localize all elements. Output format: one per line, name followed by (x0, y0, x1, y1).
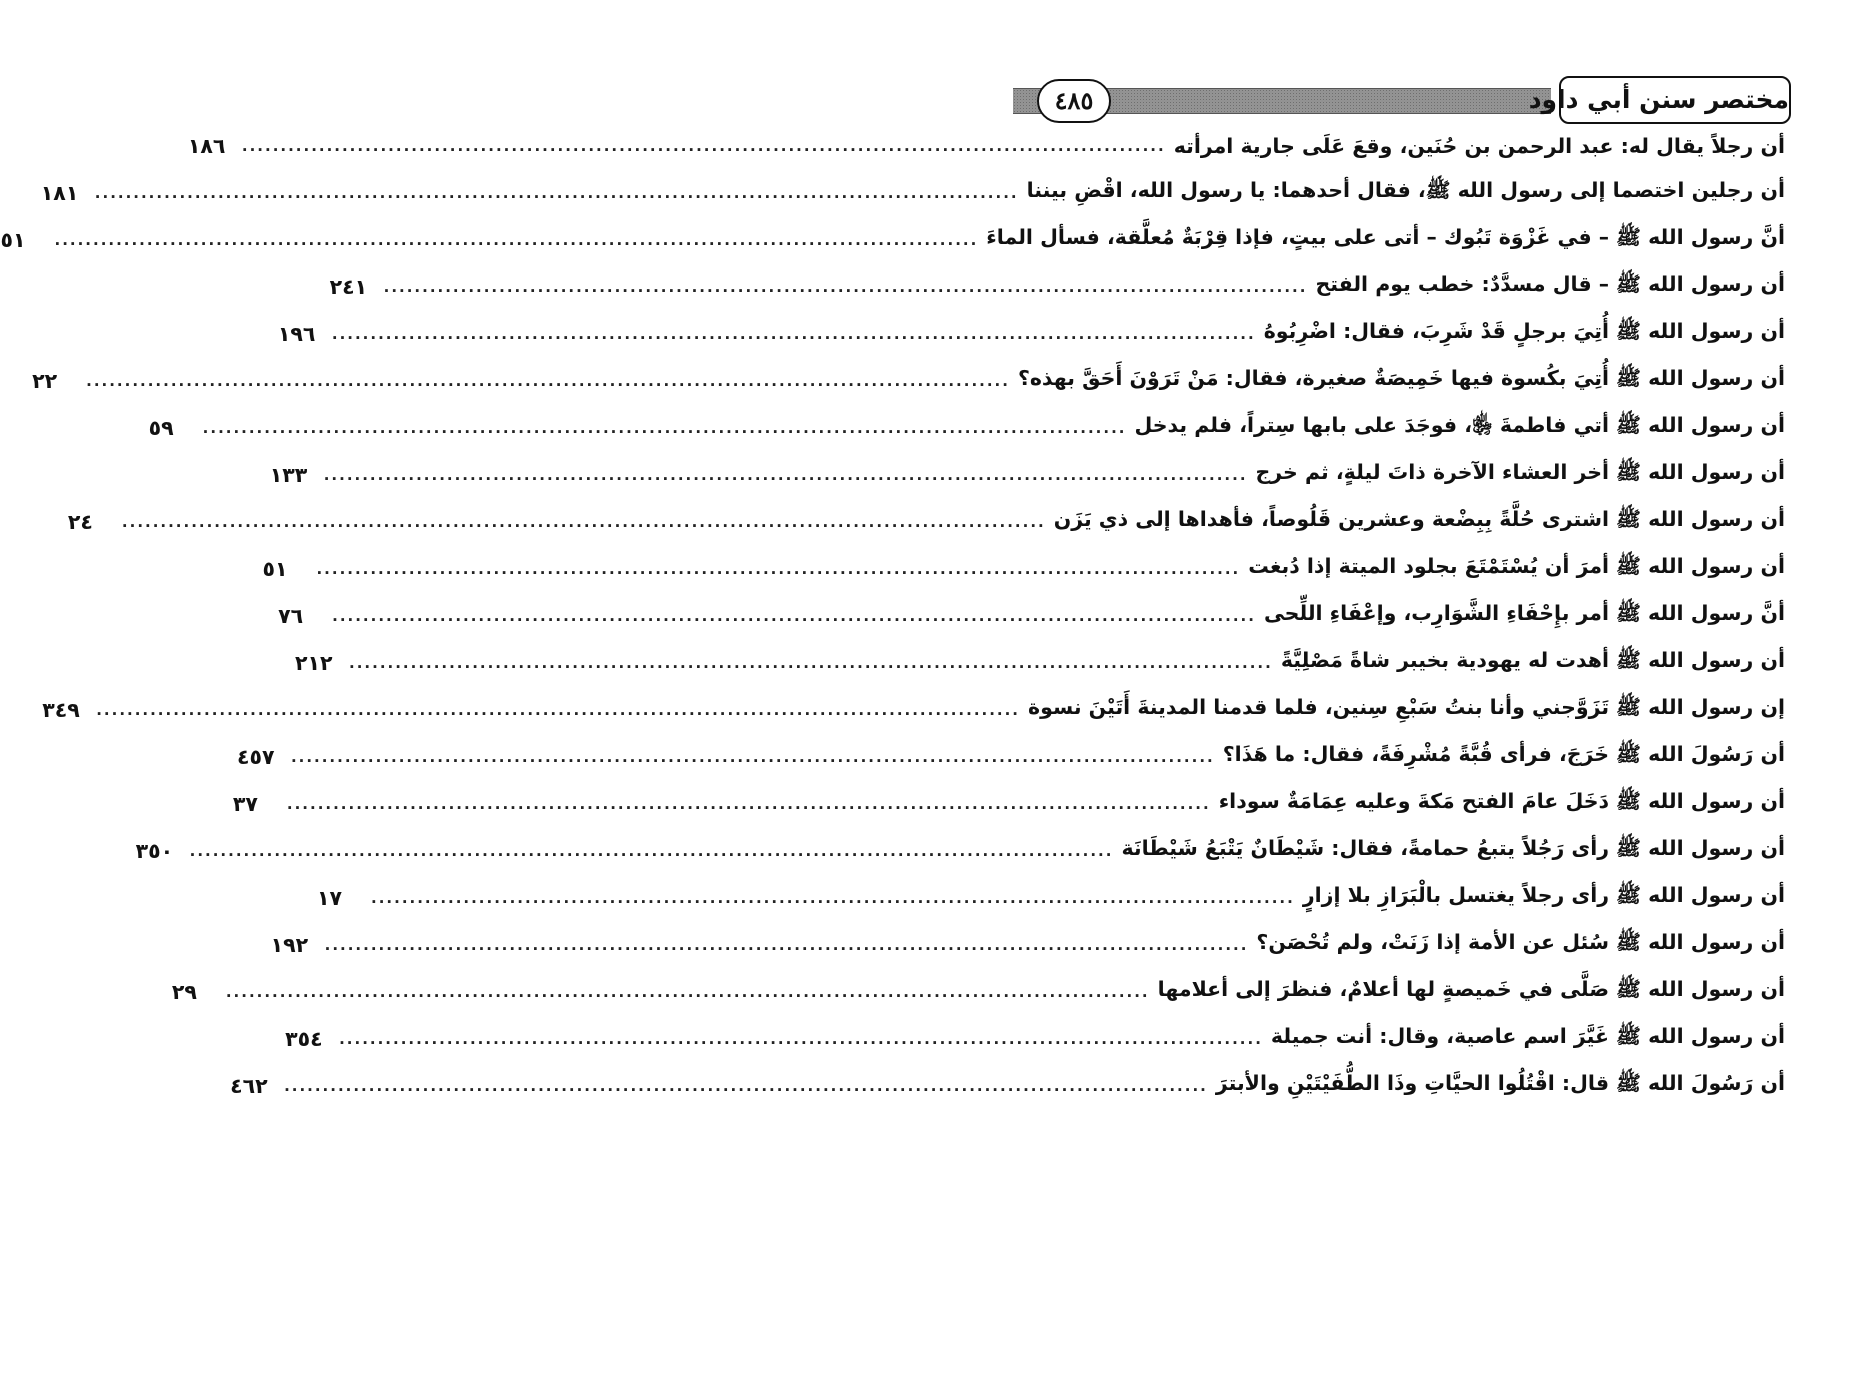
entry-page-number: ٣٥٠ (135, 838, 174, 863)
entry-page-number: ٢٤ (67, 509, 93, 534)
entry-text: أن رسول الله ﷺ – قال مسدَّدٌ: خطب يوم الفتح (1315, 271, 1785, 296)
entry-page-number: ١٨٦ (187, 133, 226, 158)
index-entries-list (0, 122, 1785, 1109)
entry-page-number: ١٩٢ (270, 932, 309, 957)
entry-page-number: ٢٢ (32, 368, 58, 393)
index-entry (67, 498, 1785, 545)
entry-page-number: ٧٦ (278, 603, 304, 628)
index-entry (295, 639, 1785, 686)
dot-leader: ........................................................................................................................ (202, 418, 1127, 437)
entry-page-number: ٢٤١ (329, 274, 368, 299)
index-entry (270, 921, 1785, 968)
book-title: مختصر سنن أبي داود (1559, 76, 1791, 124)
entry-page-number: ٣٤٩ (42, 697, 80, 722)
dot-leader: ........................................................................................................................ (349, 653, 1273, 672)
index-entry (278, 592, 1785, 639)
entry-page-number: ٤٦٢ (230, 1073, 268, 1098)
entry-page-number: ١٨١ (40, 180, 79, 205)
entry-page-number: ٥١ (262, 556, 288, 581)
entry-text: إن رسول الله ﷺ تَزَوَّجني وأنا بنتُ سَبْعِ سِنين، فلما قدمنا المدينةَ أَتَيْنَ نسوة (1028, 694, 1785, 719)
header-ornament-band (1073, 88, 1551, 114)
entry-text: أنَّ رسول الله ﷺ – في غَزْوَة تَبُوك – أتى على بيتٍ، فإذا قِرْبَةٌ مُعلَّقة، فسأل الماءَ (986, 224, 1785, 249)
dot-leader: ........................................................................................................................ (323, 465, 1248, 484)
dot-leader: ........................................................................................................................ (121, 512, 1046, 531)
index-entry (277, 310, 1785, 357)
dot-leader: ........................................................................................................................ (94, 183, 1019, 202)
index-entry (32, 357, 1785, 404)
index-entry (236, 733, 1785, 780)
entry-text: أن رسول الله ﷺ أُتِيَ برجلٍ قَدْ شَرِبَ، فقال: اضْرِبُوهُ (1263, 318, 1785, 343)
entry-text: أن رَسُولَ الله ﷺ خَرَجَ، فرأى قُبَّةً مُشْرِفَةً، فقال: ما هَذَا؟ (1222, 741, 1785, 766)
dot-leader: ........................................................................................................................ (286, 794, 1211, 813)
dot-leader: ........................................................................................................................ (225, 982, 1150, 1001)
page-number: ٤٨٥ (1037, 79, 1111, 123)
dot-leader: ........................................................................................................................ (96, 700, 1021, 719)
entry-text: أن رسول الله ﷺ رأى رَجُلاً يتبعُ حمامةً، فقال: شَيْطَانٌ يَتْبَعُ شَيْطَانَة (1121, 835, 1785, 860)
entry-text: أن رسول الله ﷺ صَلَّى في خَميصةٍ لها أعلامٌ، فنظرَ إلى أعلامها (1157, 976, 1785, 1001)
dot-leader: ........................................................................................................................ (316, 559, 1241, 578)
entry-page-number: ١٣٣ (269, 462, 308, 487)
dot-leader: ........................................................................................................................ (324, 935, 1249, 954)
entry-text: أن رسول الله ﷺ أُتِيَ بكُسوة فيها خَمِيصَةٌ صغيرة، فقال: مَنْ تَرَوْنَ أَحَقَّ بهذه؟ (1017, 365, 1785, 390)
index-entry (0, 216, 1785, 263)
entry-text: أن رجلين اختصما إلى رسول الله ﷺ، فقال أحدهما: يا رسول الله، اقْضِ بيننا (1026, 177, 1785, 202)
index-entry (42, 686, 1785, 733)
dot-leader: ........................................................................................................................ (189, 841, 1114, 860)
index-entry (187, 122, 1785, 169)
dot-leader: ........................................................................................................................ (332, 606, 1256, 625)
entry-page-number: ٥١ (0, 227, 26, 252)
entry-page-number: ١٧ (317, 885, 343, 910)
index-entry (317, 874, 1785, 921)
entry-page-number: ٤٥٧ (236, 744, 275, 769)
entry-text: أن رَسُولَ الله ﷺ قال: اقْتُلُوا الحيَّاتِ وذَا الطُّفَيْتَيْنِ والأبترَ (1215, 1070, 1785, 1095)
entry-text: أن رسول الله ﷺ أمرَ أن يُسْتَمْتَعَ بجلود الميتة إذا دُبغت (1248, 553, 1785, 578)
entry-text: أن رسول الله ﷺ أخر العشاء الآخرة ذاتَ ليلةٍ، ثم خرج (1255, 459, 1785, 484)
index-entry (230, 1062, 1785, 1109)
entry-text: أن رسول الله ﷺ دَخَلَ عامَ الفتح مَكةَ وعليه عِمَامَةٌ سوداء (1218, 788, 1785, 813)
dot-leader: ........................................................................................................................ (339, 1029, 1263, 1048)
index-entry (40, 169, 1785, 216)
entry-page-number: ٣٥٤ (285, 1026, 323, 1051)
entry-text: أن رجلاً يقال له: عبد الرحمن بن حُنَين، وقعَ عَلَى جارية امرأته (1173, 133, 1785, 158)
dot-leader: ........................................................................................................................ (54, 230, 979, 249)
entry-text: أن رسول الله ﷺ رأى رجلاً يغتسل بالْبَرَازِ بلا إزارٍ (1302, 882, 1785, 907)
entry-text: أن رسول الله ﷺ اشترى حُلَّةً بِبِضْعة وعشرين قَلُوصاً، فأهداها إلى ذي يَزَن (1053, 506, 1785, 531)
entry-text: أن رسول الله ﷺ أهدت له يهودية بخيبر شاةً مَصْلِيَّةً (1280, 647, 1785, 672)
entry-text: أن رسول الله ﷺ سُئل عن الأمة إذا زَنَتْ، ولم تُحْصَن؟ (1256, 929, 1785, 954)
dot-leader: ........................................................................................................................ (331, 324, 1256, 343)
index-entry (285, 1015, 1785, 1062)
dot-leader: ........................................................................................................................ (284, 1076, 1208, 1095)
index-entry (269, 451, 1785, 498)
dot-leader: ........................................................................................................................ (383, 277, 1308, 296)
entry-page-number: ٥٩ (148, 415, 174, 440)
index-entry (232, 780, 1785, 827)
entry-text: أنَّ رسول الله ﷺ أمر بإِحْفَاءِ الشَّوَارِب، وإعْفَاءِ اللِّحى (1263, 600, 1785, 625)
dot-leader: ........................................................................................................................ (241, 136, 1166, 155)
page-header (1013, 76, 1791, 124)
index-entry (171, 968, 1785, 1015)
index-entry (148, 404, 1785, 451)
entry-text: أن رسول الله ﷺ غَيَّرَ اسم عاصية، وقال: أنت جميلة (1270, 1023, 1785, 1048)
index-entry (329, 263, 1785, 310)
entry-text: أن رسول الله ﷺ أتي فاطمةَ ﵂، فوجَدَ على بابها سِتراً، فلم يدخل (1134, 412, 1785, 437)
index-entry (262, 545, 1785, 592)
entry-page-number: ٢١٢ (295, 650, 333, 675)
dot-leader: ........................................................................................................................ (371, 888, 1295, 907)
index-entry (135, 827, 1785, 874)
entry-page-number: ٢٩ (171, 979, 197, 1004)
entry-page-number: ١٩٦ (277, 321, 316, 346)
dot-leader: ........................................................................................................................ (290, 747, 1215, 766)
entry-page-number: ٣٧ (232, 791, 258, 816)
dot-leader: ........................................................................................................................ (86, 371, 1010, 390)
